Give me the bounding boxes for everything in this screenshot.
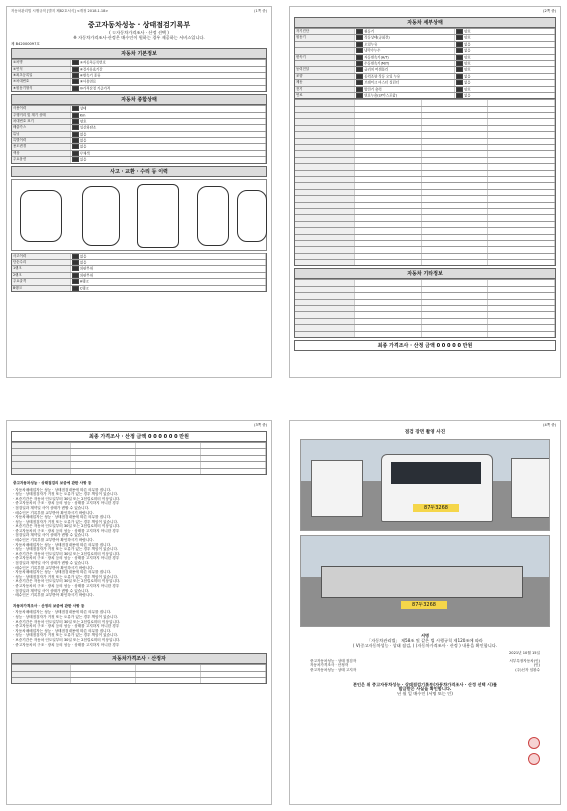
- signer-role: 중고자동차성능 · 상태 점검자: [310, 658, 357, 663]
- checkbox-icon: [72, 60, 79, 65]
- notice-line: · 점검일과 계약일 사이 상태가 변할 수 있습니다.: [13, 588, 90, 593]
- notice-line: · 보증기간은 자동차 인도일부터 30일 또는 2천킬로미터 이상입니다.: [13, 637, 121, 642]
- notice-line: · 보증기간은 자동차 인도일부터 30일 또는 2천킬로미터 이상입니다.: [13, 496, 121, 501]
- detail-row: [295, 66, 555, 72]
- truck-side-right: [511, 458, 550, 518]
- notice-line: · 중고자동차의 구조 · 장치 등의 성능 · 상태를 고지하지 아니한 경우: [13, 624, 120, 629]
- notice-line: · 성능 · 상태점검자가 거짓 또는 오류가 있는 경우 책임이 있습니다.: [13, 633, 119, 638]
- row-label: 전기: [295, 87, 355, 92]
- price-header: [11, 431, 267, 442]
- row-value: ⑥변속기 종류: [71, 73, 266, 78]
- page-number: (2쪽 중): [543, 9, 556, 13]
- row-value: 브레이크 마스터 실린더: [355, 80, 455, 85]
- row-value: 양호: [71, 119, 266, 124]
- price-row: [12, 455, 266, 461]
- notice-title: 중고자동차성능 · 상태점검의 보증에 관한 사항 등: [13, 480, 92, 485]
- notice-line: · 자동차매매업자는 성능 · 상태점검내용에 따른 의무를 집니다.: [13, 515, 112, 520]
- notice-line: · 중고자동차의 구조 · 장치 등의 성능 · 상태를 고지하지 아니한 경우: [13, 642, 120, 647]
- car-side-left-icon: [20, 190, 62, 242]
- price-row: [12, 461, 266, 467]
- inspection-photo-rear: [300, 535, 550, 627]
- detail-row: [295, 195, 555, 201]
- detail-row: [295, 47, 555, 53]
- summary-row: [12, 150, 266, 156]
- checkbox-icon: [456, 48, 463, 53]
- footer-text: 본인은 위 중고자동차성능 · 상태점검기록부(자동차가격조사 · 산정 선택 시)를: [352, 681, 498, 687]
- detail-row: [295, 253, 555, 259]
- car-rear-icon: [197, 186, 229, 246]
- detail-table-continued: [294, 99, 556, 266]
- other-info-row: [295, 286, 555, 292]
- detail-row: [295, 189, 555, 195]
- price-value: 0 0 0 0 0 0 만원: [147, 434, 189, 440]
- detail-row: [295, 234, 555, 240]
- row-value: 양호: [455, 55, 555, 60]
- detail-row: [295, 208, 555, 214]
- row-label: 제동: [295, 80, 355, 85]
- row-label: 주요골격: [12, 279, 71, 284]
- checkbox-icon: [456, 35, 463, 40]
- car-front-icon: [82, 186, 120, 246]
- checkbox-icon: [72, 273, 79, 278]
- other-info-row: [295, 331, 555, 337]
- truck-side-left: [311, 460, 363, 517]
- row-label: 사고이력: [12, 254, 71, 259]
- checkbox-icon: [72, 144, 79, 149]
- seal-stamp-icon: [528, 737, 540, 749]
- page-4: [289, 420, 561, 805]
- checkbox-icon: [72, 157, 79, 162]
- other-info-row: [295, 311, 555, 317]
- detail-row: [295, 259, 555, 265]
- price-row: [12, 448, 266, 454]
- row-value: 없음: [71, 260, 266, 265]
- price-row: [12, 468, 266, 474]
- summary-row: [12, 124, 266, 130]
- detail-row: [295, 150, 555, 156]
- detail-row: [295, 221, 555, 227]
- license-plate-rear: 87두3268: [401, 601, 447, 609]
- row-label: [295, 48, 355, 53]
- price-label: 최종 가격조사 · 산정 금액: [89, 434, 147, 440]
- car-diagram: [11, 179, 267, 251]
- legal-text-2: ( V)중고자동차성능 · 상태 점검, ( )자동차가격조사 · 산정 ) 내용을 확인합니다.: [352, 642, 498, 648]
- row-value: ⑧사용연료: [71, 79, 266, 84]
- row-value: 양호: [455, 67, 555, 72]
- row-value: 없음: [455, 74, 555, 79]
- seal-stamp-icon: [528, 753, 540, 765]
- other-info-row: [295, 279, 555, 285]
- row-value: 클러치 어셈블리: [355, 67, 455, 72]
- page-1: [6, 6, 272, 378]
- document-number: 제 B42000097호: [11, 41, 40, 46]
- notice-line: · 자동차매매업자는 성능 · 상태점검내용에 따른 의무를 집니다.: [13, 628, 112, 633]
- notice2-title: 자동차가격조사 · 산정의 보증에 관한 사항 등: [13, 603, 85, 608]
- detail-row: [295, 28, 555, 34]
- row-value: 발전기 출력: [355, 87, 455, 92]
- notice-line: · 보증기간은 자동차 인도일부터 30일 또는 2천킬로미터 이상입니다.: [13, 524, 121, 529]
- checkbox-icon: [356, 93, 363, 98]
- row-label: B랭크: [12, 286, 71, 291]
- checkbox-icon: [72, 260, 79, 265]
- notice-line: · 보증기간은 자동차 인도일부터 30일 또는 2천킬로미터 이상입니다.: [13, 551, 121, 556]
- row-value: 무채색: [71, 151, 266, 156]
- detail-row: [295, 144, 555, 150]
- detail-row: [295, 131, 555, 137]
- other-info-row: [295, 292, 555, 298]
- checkbox-icon: [456, 80, 463, 85]
- row-value: C랭크: [71, 286, 266, 291]
- page1-header: [7, 7, 271, 16]
- row-value: 연료누출(LP가스포함): [355, 93, 455, 98]
- row-value: 양호: [455, 35, 555, 40]
- detail-row: [295, 170, 555, 176]
- checkbox-icon: [72, 86, 79, 91]
- detail-row: [295, 73, 555, 79]
- row-value: 없음: [71, 138, 266, 143]
- accident-row: [12, 278, 266, 284]
- row-value: 수동변속기(M/T): [355, 61, 455, 66]
- checkbox-icon: [356, 74, 363, 79]
- page-number: (4쪽 중): [543, 423, 556, 427]
- detail-row: [295, 214, 555, 220]
- notice2-paragraphs: [13, 610, 265, 647]
- signer-name: 서부특장자동차(인): [509, 658, 540, 663]
- detail-row: [295, 202, 555, 208]
- notice-paragraphs: [13, 488, 265, 598]
- row-label: 용도변경: [12, 144, 71, 149]
- price-row: [12, 442, 266, 448]
- page-number: (1쪽 중): [254, 9, 267, 13]
- row-value: ②자동차등록번호: [71, 60, 266, 65]
- detail-row: [295, 182, 555, 188]
- detail-row: [295, 79, 555, 85]
- checkbox-icon: [72, 279, 79, 284]
- row-label: ③연식: [12, 67, 71, 72]
- accident-row: [12, 285, 266, 291]
- summary-row: [12, 105, 266, 111]
- checkbox-icon: [356, 42, 363, 47]
- detail-row: [295, 99, 555, 105]
- row-value: ④검사유효기간: [71, 67, 266, 72]
- notice-line: · 자동차매매업자는 성능 · 상태점검내용에 따른 의무를 집니다.: [13, 542, 112, 547]
- checkbox-icon: [456, 74, 463, 79]
- buyer-signature-line: 년 월 일 매수인 (서명 또는 인): [397, 690, 453, 696]
- basic-info-row: [12, 66, 266, 72]
- row-label: 동력전달: [295, 67, 355, 72]
- other-info-row: [295, 299, 555, 305]
- detail-table: [294, 28, 556, 99]
- row-value: 상태: [71, 106, 266, 111]
- page-subtitle: ( ㅁ자동차가격조사 · 산정 선택 ): [109, 30, 169, 35]
- license-plate-front: 87두3268: [413, 504, 459, 512]
- detail-row: [295, 106, 555, 112]
- row-label: [295, 61, 355, 66]
- row-label: [295, 42, 355, 47]
- detail-row: [295, 54, 555, 60]
- checkbox-icon: [356, 67, 363, 72]
- row-label: 연료: [295, 93, 355, 98]
- detail-row: [295, 246, 555, 252]
- checkbox-icon: [72, 119, 79, 124]
- checkbox-icon: [356, 48, 363, 53]
- checkbox-icon: [356, 29, 363, 34]
- row-label: ⑦차대번호: [12, 79, 71, 84]
- final-price-row: [294, 340, 556, 351]
- detail-row: [295, 86, 555, 92]
- other-info-table: [294, 279, 556, 338]
- notice-line: · 점검일과 계약일 사이 상태가 변할 수 있습니다.: [13, 561, 90, 566]
- inspection-photo-front: [300, 439, 550, 531]
- notice-line: · 보증기간은 자동차 인도일부터 30일 또는 2천킬로미터 이상입니다.: [13, 619, 121, 624]
- signer-row: [310, 668, 540, 673]
- row-value: 양호: [455, 87, 555, 92]
- accident-table: [11, 253, 267, 292]
- section-detail-state: 자동차 세부상태: [294, 17, 556, 28]
- row-label: ⑨원동기형식: [12, 86, 71, 91]
- row-value: 외판부위: [71, 273, 266, 278]
- checkbox-icon: [456, 55, 463, 60]
- detail-row: [295, 163, 555, 169]
- checkbox-icon: [356, 61, 363, 66]
- notice-line: · 매수인은 기록부를 교부받아 확인하시기 바랍니다.: [13, 510, 94, 515]
- checkbox-icon: [72, 67, 79, 72]
- row-label: 주요옵션: [12, 157, 71, 162]
- checkbox-icon: [356, 80, 363, 85]
- row-label: 자기진단: [295, 29, 355, 34]
- notice-line: · 중고자동차의 구조 · 장치 등의 성능 · 상태를 고지하지 아니한 경우: [13, 528, 120, 533]
- row-value: 양호: [455, 61, 555, 66]
- signer-row: [12, 671, 266, 677]
- signer-table: [11, 664, 267, 684]
- checkbox-icon: [72, 132, 79, 137]
- row-label: ⑤최초등록일: [12, 73, 71, 78]
- signer-name: (인): [533, 663, 540, 668]
- notice-line: · 자동차매매업자는 성능 · 상태점검내용에 따른 의무를 집니다.: [13, 610, 112, 615]
- other-info-row: [295, 305, 555, 311]
- sign-title: 서명: [420, 633, 430, 638]
- checkbox-icon: [72, 79, 79, 84]
- row-label: 색상: [12, 151, 71, 156]
- row-value: 외판부위: [71, 266, 266, 271]
- row-value: 일산화탄소: [71, 125, 266, 130]
- checkbox-icon: [72, 138, 79, 143]
- summary-row: [12, 156, 266, 162]
- row-label: 특별이력: [12, 138, 71, 143]
- row-value: 없음: [455, 93, 555, 98]
- checkbox-icon: [72, 286, 79, 291]
- accident-row: [12, 265, 266, 271]
- summary-row: [12, 143, 266, 149]
- row-label: ①차명: [12, 60, 71, 65]
- row-value: 없음: [71, 132, 266, 137]
- summary-row: [12, 131, 266, 137]
- checkbox-icon: [356, 55, 363, 60]
- summary-row: [12, 112, 266, 118]
- signer-role: 자동차가격조사 · 산정자: [310, 663, 349, 668]
- checkbox-icon: [72, 266, 79, 271]
- row-label: 원동기: [295, 35, 355, 40]
- basic-info-row: [12, 85, 266, 91]
- notice-line: · 성능 · 상태점검자가 거짓 또는 오류가 있는 경우 책임이 있습니다.: [13, 492, 119, 497]
- detail-row: [295, 92, 555, 98]
- checkbox-icon: [456, 42, 463, 47]
- checkbox-icon: [72, 254, 79, 259]
- accident-row: [12, 259, 266, 265]
- summary-row: [12, 137, 266, 143]
- notice-line: · 성능 · 상태점검자가 거짓 또는 오류가 있는 경우 책임이 있습니다.: [13, 547, 119, 552]
- detail-row: [295, 138, 555, 144]
- row-value: Km: [71, 113, 266, 118]
- row-label: 단순수리: [12, 260, 71, 265]
- detail-row: [295, 125, 555, 131]
- photo-title: 점검 장면 촬영 사진: [404, 430, 446, 435]
- price-table: [11, 442, 267, 475]
- form-reference: 자동차관리법 시행규칙 [별지 제82호서식] <개정 2018.1.18>: [11, 9, 109, 13]
- notice-line: · 성능 · 상태점검자가 거짓 또는 오류가 있는 경우 책임이 있습니다.: [13, 614, 119, 619]
- footer-text-2: 발급받은 사실을 확인합니다.: [398, 686, 452, 692]
- checkbox-icon: [72, 106, 79, 111]
- notice-line: · 중고자동차의 구조 · 장치 등의 성능 · 상태를 고지하지 아니한 경우: [13, 501, 120, 506]
- row-label: 차대번호 표기: [12, 119, 71, 124]
- truck-bed: [321, 566, 523, 598]
- signer-section: 자동차가격조사 · 산정자: [11, 653, 267, 664]
- checkbox-icon: [456, 87, 463, 92]
- car-side-right-icon: [237, 190, 267, 242]
- basic-info-row: [12, 78, 266, 84]
- detail-row: [295, 118, 555, 124]
- row-value: 양호: [455, 29, 555, 34]
- checkbox-icon: [356, 35, 363, 40]
- summary-row: [12, 118, 266, 124]
- page-note: ※ 자동차가격조사·산정은 매수인이 원하는 경우 제공하는 서비스입니다.: [73, 35, 205, 40]
- row-value: A랭크: [71, 279, 266, 284]
- section-basic-info: 자동차 기본정보: [11, 48, 267, 59]
- row-label: 튜닝: [12, 132, 71, 137]
- notice-line: · 자동차매매업자는 성능 · 상태점검내용에 따른 의무를 집니다.: [13, 487, 112, 492]
- checkbox-icon: [456, 61, 463, 66]
- section-other-info: 자동차 기타정보: [294, 268, 556, 279]
- row-value: 원동기: [355, 29, 455, 34]
- final-price-value: 0 0 0 0 0 만원: [436, 342, 473, 349]
- car-top-icon: [137, 184, 179, 248]
- row-value: 없음: [455, 42, 555, 47]
- row-value: 오일누유: [355, 42, 455, 47]
- row-label: 주행거리 및 계기 상태: [12, 113, 71, 118]
- accident-row: [12, 272, 266, 278]
- row-label: 2랭크: [12, 273, 71, 278]
- detail-row: [295, 240, 555, 246]
- row-value: 동력조향 작동 오일 누유: [355, 74, 455, 79]
- detail-row: [295, 60, 555, 66]
- detail-row: [295, 227, 555, 233]
- signer-row: [12, 677, 266, 683]
- summary-table: [11, 105, 267, 164]
- notice-line: · 점검일과 계약일 사이 상태가 변할 수 있습니다.: [13, 533, 90, 538]
- truck-windshield: [391, 462, 481, 484]
- page-title: 중고자동차성능 · 상태점검기록부: [87, 21, 191, 29]
- row-value: 자동변속기(A/T): [355, 55, 455, 60]
- detail-row: [295, 41, 555, 47]
- legal-text: 「자동차관리법」 제58조 및 같은 법 시행규칙 제120조에 따라: [367, 638, 483, 643]
- notice-line: · 자동차매매업자는 성능 · 상태점검내용에 따른 의무를 집니다.: [13, 570, 112, 575]
- notice-line: · 성능 · 상태점검자가 거짓 또는 오류가 있는 경우 책임이 있습니다.: [13, 574, 119, 579]
- row-value: 없음: [71, 144, 266, 149]
- notice-line: · 보증기간은 자동차 인도일부터 30일 또는 2천킬로미터 이상입니다.: [13, 579, 121, 584]
- row-label: 변속기: [295, 55, 355, 60]
- signer-name: (주)신자 임왕수: [515, 667, 540, 672]
- page-2: [289, 6, 561, 378]
- row-label: 배출가스: [12, 125, 71, 130]
- row-value: 냉각수누수: [355, 48, 455, 53]
- detail-row: [295, 176, 555, 182]
- notice-line: · 매수인은 기록부를 교부받아 확인하시기 바랍니다.: [13, 565, 94, 570]
- notice-line: · 성능 · 상태점검자가 거짓 또는 오류가 있는 경우 책임이 있습니다.: [13, 519, 119, 524]
- row-value: 없음: [71, 254, 266, 259]
- final-price-label: 최종 가격조사 · 산정 금액: [377, 342, 435, 349]
- section-accident-history: 사고 · 교환 · 수리 등 이력: [11, 166, 267, 177]
- page-number: (3쪽 중): [254, 423, 267, 427]
- detail-row: [295, 157, 555, 163]
- row-value: 없음: [455, 48, 555, 53]
- checkbox-icon: [456, 29, 463, 34]
- row-value: 작동상태(공회전): [355, 35, 455, 40]
- notice-line: · 매수인은 기록부를 교부받아 확인하시기 바랍니다.: [13, 538, 94, 543]
- notice-line: · 중고자동차의 구조 · 장치 등의 성능 · 상태를 고지하지 아니한 경우: [13, 556, 120, 561]
- accident-row: [12, 253, 266, 259]
- other-info-row: [295, 318, 555, 324]
- signer-row: [12, 664, 266, 670]
- basic-info-row: [12, 72, 266, 78]
- checkbox-icon: [72, 125, 79, 130]
- row-label: 사용이력: [12, 106, 71, 111]
- row-value: ⑩가격산정 기준가격: [71, 86, 266, 91]
- checkbox-icon: [72, 151, 79, 156]
- signer-role: 중고자동차성능 · 상태 고지자: [310, 667, 357, 672]
- row-value: 있음: [71, 157, 266, 162]
- detail-row: [295, 34, 555, 40]
- other-info-row: [295, 324, 555, 330]
- checkbox-icon: [456, 93, 463, 98]
- row-value: 없음: [455, 80, 555, 85]
- notice-line: · 중고자동차의 구조 · 장치 등의 성능 · 상태를 고지하지 아니한 경우: [13, 584, 120, 589]
- checkbox-icon: [456, 67, 463, 72]
- sign-date: 2021년 10월 15일: [509, 651, 540, 656]
- basic-info-table: [11, 59, 267, 92]
- detail-row: [295, 112, 555, 118]
- row-label: 1랭크: [12, 266, 71, 271]
- signer-list: [310, 659, 540, 673]
- notice-line: · 매수인은 기록부를 교부받아 확인하시기 바랍니다.: [13, 593, 94, 598]
- section-summary: 자동차 종합상태: [11, 94, 267, 105]
- checkbox-icon: [356, 87, 363, 92]
- checkbox-icon: [72, 73, 79, 78]
- row-label: 조향: [295, 74, 355, 79]
- checkbox-icon: [72, 113, 79, 118]
- notice-line: · 점검일과 계약일 사이 상태가 변할 수 있습니다.: [13, 505, 90, 510]
- page-3: [6, 420, 272, 805]
- basic-info-row: [12, 59, 266, 65]
